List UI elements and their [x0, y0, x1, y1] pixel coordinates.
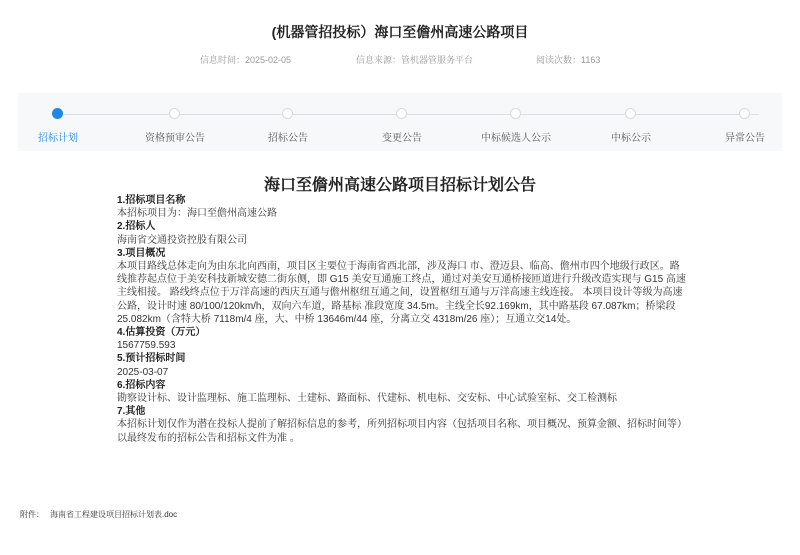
attachment-label: 附件： — [20, 510, 44, 519]
step-dot-icon — [625, 108, 636, 119]
notice-body — [117, 194, 687, 445]
page-title: (机器管招投标）海口至儋州高速公路项目 — [271, 24, 529, 40]
progress-line — [58, 114, 759, 115]
step-dot-icon — [282, 108, 293, 119]
step-label: 异常公告 — [725, 133, 765, 144]
section-heading: 7.其他 — [117, 406, 146, 418]
section-body: 海南省交通投资控股有限公司 — [117, 234, 247, 246]
section-body: 2025-03-07 — [117, 366, 169, 378]
section-heading: 1.招标项目名称 — [117, 195, 186, 206]
section-body: 勘察设计标、设计监理标、施工监理标、土建标、路面标、代建标、机电标、交安标、中心试验室标、交工检测标 — [117, 393, 617, 405]
step-dot-icon — [510, 108, 521, 119]
attachment — [20, 509, 177, 520]
step-dot-icon — [739, 108, 750, 119]
step-dot-icon — [52, 108, 63, 119]
step-label: 招标计划 — [38, 133, 78, 144]
attachment-file-link[interactable]: 海南省工程建设项目招标计划表.doc — [50, 510, 178, 519]
view-count: 阅读次数：1163 — [536, 55, 601, 65]
process-steps — [18, 93, 782, 151]
section-body: 1567759.593 — [117, 340, 176, 352]
info-time: 信息时间：2025-02-05 — [200, 55, 292, 65]
step-label: 中标候选人公示 — [481, 133, 551, 144]
step-label: 变更公告 — [382, 133, 422, 144]
step-label: 中标公示 — [611, 133, 651, 144]
step-label: 招标公告 — [268, 133, 308, 144]
section-body: 本招标计划仅作为潜在投标人提前了解招标信息的参考，所列招标项目内容（包括项目名称、项目概况、预算金额、招标时间等）以最终发布的招标公告和招标文件为准 。 — [117, 419, 687, 444]
section-heading: 6.招标内容 — [117, 379, 166, 391]
step-label: 资格预审公告 — [145, 133, 205, 144]
info-source: 信息来源：管机器管服务平台 — [356, 55, 474, 65]
section-heading: 5.预计招标时间 — [117, 353, 186, 365]
section-body: 本项目路线总体走向为由东北向西南，项目区主要位于海南省西北部，涉及海口 市、澄迈县、临高、儋州市四个地级行政区。路线推荐起点位于美安科技新城安德二街东侧，即 G15 美安互通施工终点，通过对美安互通桥接匝道进行升级改造实现与 G15 高速主线相接。 路线终点位于万洋高速的西庆互通与儋州枢纽互通之间，设置枢纽互通与万洋高速主线连接。 本项目设计等级为高速公路，设计时速 80/100/120km/h，双向六车道，路基标 准段宽度 34.5m。主线全长92.169km，其中路基段 67.087km；桥梁段 25.082km（含特大桥 7118m/4 座，大、中桥 13646m/44 座，分离立交 4318m/26 座）；互通立交14处。 — [117, 261, 686, 325]
section-body: 本招标项目为：海口至儋州高速公路 — [117, 208, 277, 220]
notice-title: 海口至儋州高速公路项目招标计划公告 — [263, 177, 536, 194]
step-dot-icon — [169, 108, 180, 119]
step-dot-icon — [396, 108, 407, 119]
section-heading: 2.招标人 — [117, 221, 156, 233]
section-heading: 4.估算投资（万元） — [117, 327, 206, 339]
section-heading: 3.项目概况 — [117, 247, 166, 259]
